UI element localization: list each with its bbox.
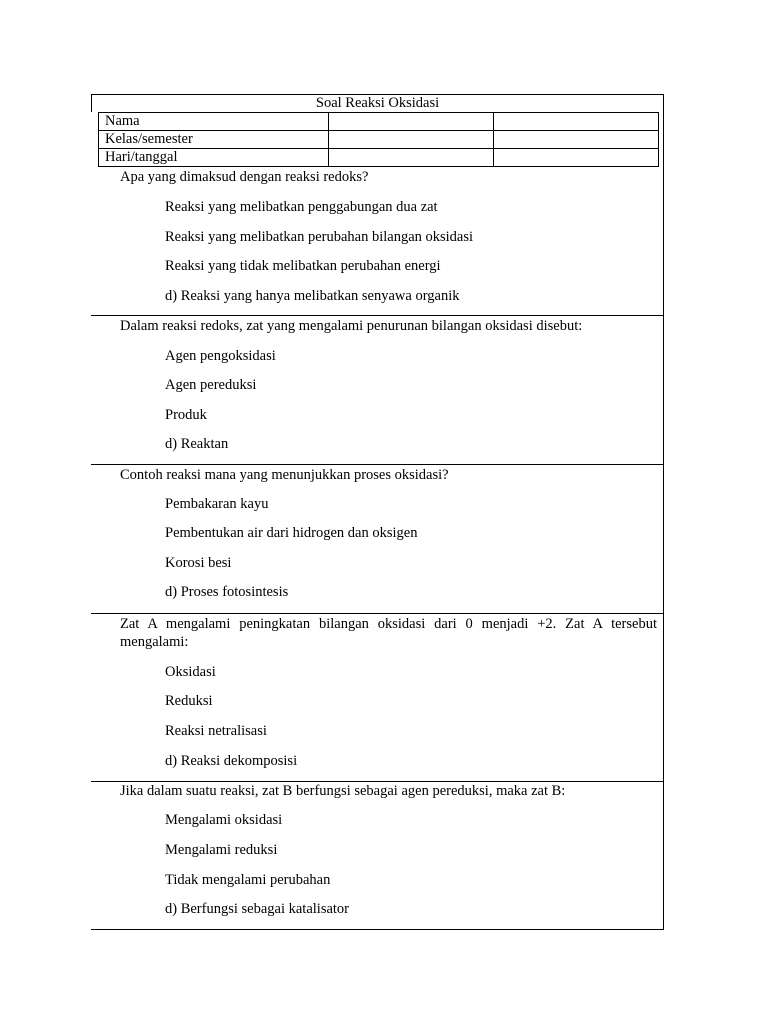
- identity-field[interactable]: [329, 131, 494, 149]
- identity-label: Kelas/semester: [99, 131, 329, 149]
- identity-field[interactable]: [329, 149, 494, 167]
- answer-option[interactable]: Agen pereduksi: [165, 377, 257, 393]
- answer-option[interactable]: Reduksi: [165, 693, 213, 709]
- identity-label: Nama: [99, 113, 329, 131]
- answer-option[interactable]: d) Reaksi yang hanya melibatkan senyawa organik: [165, 288, 460, 304]
- answer-option[interactable]: d) Reaksi dekomposisi: [165, 753, 298, 769]
- identity-row-hari-tanggal: [99, 149, 659, 167]
- document-title: Soal Reaksi Oksidasi: [315, 95, 440, 111]
- answer-option[interactable]: d) Berfungsi sebagai katalisator: [165, 901, 350, 917]
- identity-table: [98, 112, 659, 167]
- question-text: Contoh reaksi mana yang menunjukkan proses oksidasi?: [120, 467, 449, 483]
- answer-option[interactable]: Produk: [165, 407, 207, 423]
- answer-option[interactable]: Mengalami oksidasi: [165, 812, 283, 828]
- identity-field[interactable]: [494, 149, 659, 167]
- answer-option[interactable]: d) Proses fotosintesis: [165, 584, 289, 600]
- question-3: [91, 466, 664, 614]
- question-text: Jika dalam suatu reaksi, zat B berfungsi sebagai agen pereduksi, maka zat B:: [120, 783, 566, 799]
- identity-label: Hari/tanggal: [99, 149, 329, 167]
- identity-row-nama: [99, 113, 659, 131]
- question-5: [91, 782, 664, 930]
- question-4: [91, 615, 664, 782]
- answer-option[interactable]: Pembakaran kayu: [165, 496, 269, 512]
- answer-option[interactable]: Reaksi yang melibatkan penggabungan dua zat: [165, 199, 438, 215]
- question-1: [91, 168, 664, 316]
- answer-option[interactable]: Oksidasi: [165, 664, 216, 680]
- identity-field[interactable]: [494, 113, 659, 131]
- question-text: Apa yang dimaksud dengan reaksi redoks?: [120, 169, 369, 185]
- question-2: [91, 317, 664, 465]
- identity-field[interactable]: [329, 113, 494, 131]
- question-divider: [91, 315, 664, 316]
- answer-option[interactable]: Reaksi yang tidak melibatkan perubahan energi: [165, 258, 441, 274]
- answer-option[interactable]: Agen pengoksidasi: [165, 348, 276, 364]
- answer-option[interactable]: d) Reaktan: [165, 436, 229, 452]
- question-divider: [91, 929, 664, 930]
- answer-option[interactable]: Tidak mengalami perubahan: [165, 872, 331, 888]
- answer-option[interactable]: Korosi besi: [165, 555, 232, 571]
- answer-option[interactable]: Reaksi yang melibatkan perubahan bilangan oksidasi: [165, 229, 474, 245]
- question-divider: [91, 464, 664, 465]
- answer-option[interactable]: Pembentukan air dari hidrogen dan oksigen: [165, 525, 418, 541]
- answer-option[interactable]: Mengalami reduksi: [165, 842, 278, 858]
- answer-option[interactable]: Reaksi netralisasi: [165, 723, 267, 739]
- identity-field[interactable]: [494, 131, 659, 149]
- question-text: Dalam reaksi redoks, zat yang mengalami penurunan bilangan oksidasi disebut:: [120, 318, 583, 334]
- question-text: Zat A mengalami peningkatan bilangan oksidasi dari 0 menjadi +2. Zat A tersebut mengalami:: [120, 616, 657, 650]
- question-divider: [91, 613, 664, 614]
- identity-row-kelas-semester: [99, 131, 659, 149]
